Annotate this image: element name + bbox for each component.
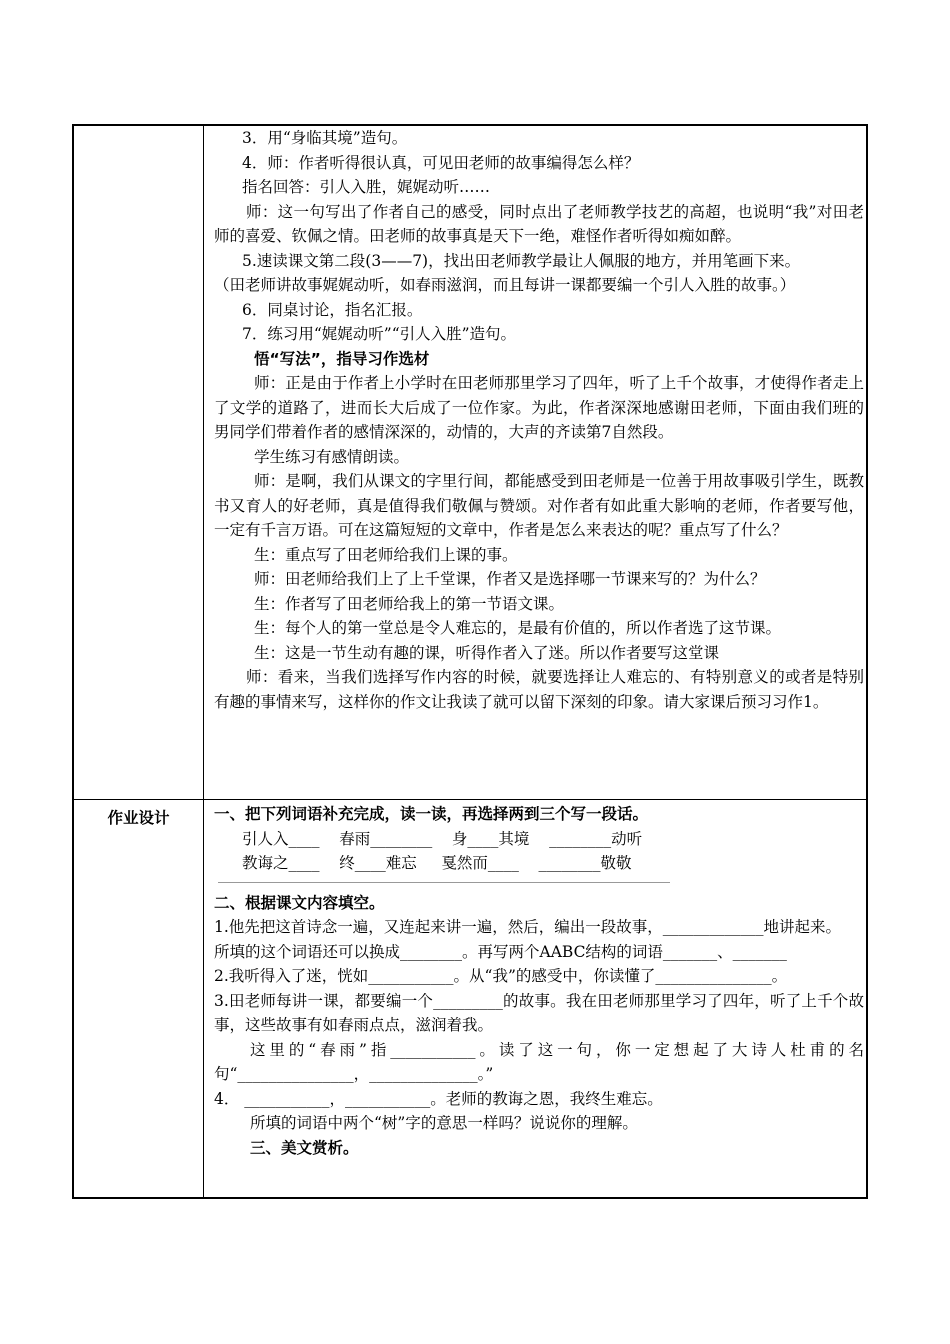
text-paragraph: 师：正是由于作者上小学时在田老师那里学习了四年，听了上千个故事，才使得作者走上了文学的道路了，进而长大后成了一位作家。为此，作者深深地感谢田老师，下面由我们班的男同学们带着作者的感情深深的，动情的，大声的齐读第7自然段。 [214,374,864,441]
question: 4． ___________，___________。老师的教诲之恩，我终生难忘。 [214,1089,663,1108]
text-line: （田老师讲故事娓娓动听，如春雨滋润，而且每讲一课都要编一个引人入胜的故事。） [214,276,796,294]
text-line: 指名回答：引人入胜，娓娓动听…… [242,178,491,196]
text-paragraph: 师：看来，当我们选择写作内容的时候，就要选择让人难忘的、有特别意义的或者是特别有趣的事情来写，这样你的作文让我读了就可以留下深刻的印象。请大家课后预习习作1。 [214,668,864,711]
exercise-heading-3: 三、美文赏析。 [250,1138,359,1157]
text-paragraph: 师：这一句写出了作者自己的感受，同时点出了老师教学技艺的高超，也说明“我”对田老师的喜爱、钦佩之情。田老师的故事真是天下一绝，难怪作者听得如痴如醉。 [214,202,864,245]
text-line: 6．同桌讨论，指名汇报。 [242,300,423,319]
question: 2.我听得入了迷，恍如___________。从“我”的感受中，你读懂了_______________。 [214,967,788,985]
homework-cell [214,799,864,1160]
writing-line [218,882,670,883]
text-line: 生：这是一节生动有趣的课，听得作者入了迷。所以作者要写这堂课 [254,643,720,662]
teaching-process-cell [214,126,864,714]
text-line: 师：田老师给我们上了上千堂课，作者又是选择哪一节课来写的？为什么？ [254,570,766,588]
text-line: 4．师：作者听得很认真，可见田老师的故事编得怎么样？ [242,153,640,172]
text-line: 生：重点写了田老师给我们上课的事。 [254,545,518,564]
words-row: 引人入____ 春雨________ 身____其境 ________动听 [242,829,643,848]
words-row: 教诲之____ 终____难忘 戛然而____ ________敬敬 [242,854,632,872]
question: 1.他先把这首诗念一遍，又连起来讲一遍，然后，编出一段故事，_____________地讲起来。 [214,918,842,936]
text-line: 7．练习用“娓娓动听”“引人入胜”造句。 [242,325,517,343]
question: 所填的词语中两个“树”字的意思一样吗？说说你的理解。 [250,1114,638,1132]
text-line: 5.速读课文第二段(3——7)，找出田老师教学最让人佩服的地方，并用笔画下来。 [242,251,801,270]
exercise-heading-1: 一、把下列词语补充完成，读一读，再选择两到三个写一段话。 [214,805,649,823]
question: 3.田老师每讲一课，都要编一个_________的故事。我在田老师那里学习了四年，听了上千个故事，这些故事有如春雨点点，滋润着我。 [214,991,864,1034]
text-paragraph: 师：是啊，我们从课文的字里行间，都能感受到田老师是一位善于用故事吸引学生，既教书又育人的好老师，真是值得我们敬佩与赞颂。对作者有如此重大影响的老师，作者要写他，一定有千言万语。可在这篇短短的文章中，作者是怎么来表达的呢？重点写了什么？ [214,472,864,539]
text-line: 生：作者写了田老师给我上的第一节语文课。 [254,594,565,613]
homework-design-label: 作业设计 [107,809,170,827]
text-line: 生：每个人的第一堂总是令人难忘的，是最有价值的，所以作者选了这节课。 [254,619,782,637]
exercise-heading-2: 二、根据课文内容填空。 [214,893,385,912]
question: 所填的这个词语还可以换成________。再写两个AABC结构的词语_______、_______ [214,942,787,961]
section-heading: 悟“写法”，指导习作选材 [254,349,430,368]
text-line: 3．用“身临其境”造句。 [242,129,408,147]
text-line: 学生练习有感情朗读。 [254,447,410,466]
column-divider [203,126,204,1197]
lesson-table [72,124,868,1199]
question: 这里的“春雨”指___________。读了这一句，你一定想起了大诗人杜甫的名句“_______________，______________。” [214,1040,864,1083]
